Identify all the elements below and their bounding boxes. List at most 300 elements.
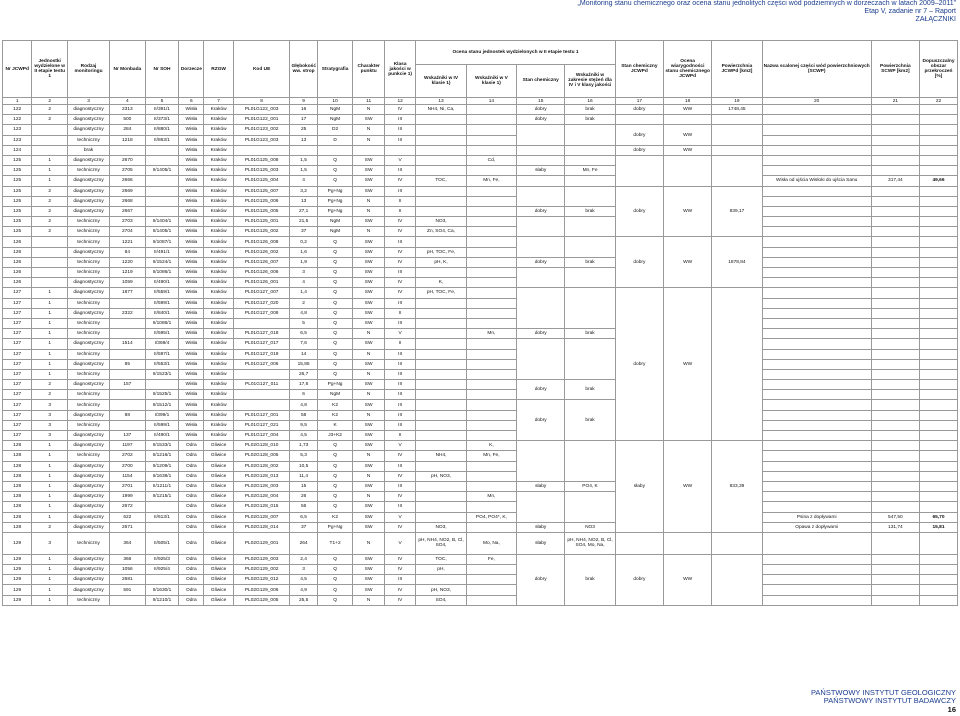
table-cell: SW bbox=[353, 176, 384, 186]
table-cell: Kraków bbox=[204, 380, 233, 390]
table-cell bbox=[466, 595, 516, 605]
header-title: „Monitoring stanu chemicznego oraz ocena stanu jednolitych części wód podziemnych w dorzeczach w latach 2009–2011” bbox=[577, 0, 956, 7]
table-cell: K2 bbox=[317, 400, 353, 410]
table-cell: PL01G127_020 bbox=[233, 298, 290, 308]
table-cell bbox=[466, 481, 516, 491]
table-cell: II/1404/1 bbox=[145, 217, 179, 227]
table-cell: Q bbox=[317, 278, 353, 288]
table-cell bbox=[145, 380, 179, 390]
table-cell bbox=[416, 380, 466, 390]
scwp-cell: 65,70 bbox=[920, 512, 958, 522]
scwp-cell bbox=[920, 441, 958, 451]
merged-cell: WW bbox=[664, 105, 712, 115]
table-cell: 1056 bbox=[110, 565, 146, 575]
table-cell bbox=[110, 369, 146, 379]
scwp-cell bbox=[762, 227, 871, 237]
table-cell: 125 bbox=[3, 227, 32, 237]
table-row bbox=[3, 471, 958, 481]
scwp-cell bbox=[762, 565, 871, 575]
merged-cell bbox=[664, 532, 712, 554]
table-cell: SW bbox=[353, 380, 384, 390]
column-number: 19 bbox=[712, 98, 762, 105]
table-cell: Odra bbox=[179, 575, 204, 585]
table-cell: techniczny bbox=[68, 369, 110, 379]
table-row bbox=[3, 186, 958, 196]
table-cell: SW bbox=[353, 441, 384, 451]
scwp-cell bbox=[920, 359, 958, 369]
table-cell: Wisła bbox=[179, 339, 204, 349]
table-row bbox=[3, 359, 958, 369]
table-cell: Q bbox=[317, 318, 353, 328]
table-cell: III bbox=[384, 125, 415, 135]
column-number: 1 bbox=[3, 98, 32, 105]
table-cell: I/399/1 bbox=[145, 410, 179, 420]
table-cell: Kraków bbox=[204, 105, 233, 115]
table-cell: II/1630/1 bbox=[145, 585, 179, 595]
scwp-cell bbox=[920, 369, 958, 379]
table-cell: 127 bbox=[3, 329, 32, 339]
scwp-cell bbox=[920, 278, 958, 288]
table-cell: 11,4 bbox=[290, 471, 317, 481]
table-cell: diagnostyczny bbox=[68, 431, 110, 441]
table-cell bbox=[145, 575, 179, 585]
table-row bbox=[3, 196, 958, 206]
scwp-cell: 317,44 bbox=[871, 176, 919, 186]
table-cell: diagnostyczny bbox=[68, 196, 110, 206]
table-cell: 2 bbox=[32, 217, 68, 227]
table-cell: 3 bbox=[32, 410, 68, 420]
table-cell: diagnostyczny bbox=[68, 359, 110, 369]
table-cell: II/595/1 bbox=[145, 329, 179, 339]
table-cell: Kraków bbox=[204, 176, 233, 186]
table-cell: IV bbox=[384, 565, 415, 575]
merged-cell: dobry bbox=[615, 105, 663, 115]
table-cell: K bbox=[317, 420, 353, 430]
table-cell: 128 bbox=[3, 522, 32, 532]
table-cell bbox=[416, 115, 466, 125]
table-cell: 1 bbox=[32, 451, 68, 461]
table-cell bbox=[416, 481, 466, 491]
scwp-cell bbox=[920, 329, 958, 339]
table-cell: N bbox=[353, 196, 384, 206]
merged-cell: dobry bbox=[615, 145, 663, 155]
scwp-cell bbox=[871, 441, 919, 451]
table-cell: 127 bbox=[3, 318, 32, 328]
table-cell: II/1523/1 bbox=[145, 369, 179, 379]
table-cell: V bbox=[384, 329, 415, 339]
scwp-cell bbox=[871, 461, 919, 471]
scwp-cell bbox=[920, 339, 958, 349]
table-cell: PL01G125_005 bbox=[233, 206, 290, 216]
table-cell: Cd, bbox=[466, 155, 516, 165]
table-cell: Kraków bbox=[204, 217, 233, 227]
table-cell: Kraków bbox=[204, 318, 233, 328]
table-cell: NO3, bbox=[416, 522, 466, 532]
table-cell bbox=[233, 400, 290, 410]
table-cell: SW bbox=[353, 565, 384, 575]
table-cell: 4,8 bbox=[290, 308, 317, 318]
column-number: 17 bbox=[615, 98, 663, 105]
table-cell: SW bbox=[353, 186, 384, 196]
table-cell: Wisła bbox=[179, 145, 204, 155]
table-row bbox=[3, 115, 958, 125]
table-cell: techniczny bbox=[68, 349, 110, 359]
table-row bbox=[3, 339, 958, 349]
merged-cell bbox=[565, 441, 615, 482]
table-cell: PL01G126_001 bbox=[233, 278, 290, 288]
table-row bbox=[3, 217, 958, 227]
table-cell: IV bbox=[384, 278, 415, 288]
table-cell bbox=[416, 186, 466, 196]
merged-cell bbox=[664, 115, 712, 125]
table-cell: Wisła bbox=[179, 349, 204, 359]
table-cell: IV bbox=[384, 105, 415, 115]
table-cell: II/1405/1 bbox=[145, 166, 179, 176]
table-cell: Q bbox=[317, 308, 353, 318]
merged-cell bbox=[615, 155, 663, 186]
table-cell: Q bbox=[317, 585, 353, 595]
col-group-ocena: Ocena stanu jednostek wydzielonych w II etapie testu 1 bbox=[416, 41, 615, 65]
table-cell: SW bbox=[353, 359, 384, 369]
table-cell: Wisła bbox=[179, 410, 204, 420]
scwp-cell bbox=[871, 308, 919, 318]
table-cell bbox=[32, 268, 68, 278]
scwp-cell bbox=[871, 237, 919, 247]
table-cell bbox=[466, 461, 516, 471]
scwp-cell bbox=[762, 349, 871, 359]
table-cell: 591 bbox=[110, 585, 146, 595]
merged-cell bbox=[565, 339, 615, 380]
table-cell: III bbox=[384, 166, 415, 176]
table-cell: 1 bbox=[32, 166, 68, 176]
table-cell bbox=[466, 186, 516, 196]
table-cell bbox=[416, 145, 466, 155]
table-cell: słaby bbox=[517, 481, 565, 491]
table-cell: 366 bbox=[110, 554, 146, 564]
table-cell: Kraków bbox=[204, 206, 233, 216]
scwp-cell bbox=[762, 390, 871, 400]
table-cell: PL01G127_006 bbox=[233, 359, 290, 369]
table-cell bbox=[416, 349, 466, 359]
table-cell: PL02G129_012 bbox=[233, 575, 290, 585]
table-cell: PL01G126_006 bbox=[233, 268, 290, 278]
table-cell: Q bbox=[317, 502, 353, 512]
table-body bbox=[3, 105, 958, 606]
merged-cell: WW bbox=[664, 288, 712, 441]
table-row bbox=[3, 105, 958, 115]
scwp-cell bbox=[871, 115, 919, 125]
table-cell: 2704 bbox=[110, 227, 146, 237]
table-cell: pH, NH4, NO2, B, Cl, SO4, Mo, Na, bbox=[565, 532, 615, 554]
scwp-cell bbox=[871, 268, 919, 278]
table-row bbox=[3, 318, 958, 328]
table-cell: 25,5 bbox=[290, 595, 317, 605]
scwp-cell bbox=[920, 288, 958, 298]
table-cell: SW bbox=[353, 247, 384, 257]
table-cell: Kraków bbox=[204, 431, 233, 441]
table-cell: II/553/1 bbox=[145, 359, 179, 369]
table-cell: 26,7 bbox=[290, 369, 317, 379]
scwp-cell bbox=[762, 237, 871, 247]
scwp-cell bbox=[762, 585, 871, 595]
table-cell: III bbox=[384, 135, 415, 145]
table-row bbox=[3, 390, 958, 400]
table-cell: II/863/1 bbox=[145, 135, 179, 145]
table-cell: 4,5 bbox=[290, 575, 317, 585]
merged-cell bbox=[712, 532, 762, 554]
table-cell: PL01G127_019 bbox=[233, 349, 290, 359]
table-cell: pH, K, bbox=[416, 257, 466, 267]
table-cell: PL01G126_008 bbox=[233, 237, 290, 247]
merged-cell: dobry bbox=[517, 115, 565, 125]
scwp-cell bbox=[871, 502, 919, 512]
table-cell: Mn, bbox=[466, 492, 516, 502]
table-cell bbox=[145, 155, 179, 165]
merged-cell bbox=[565, 268, 615, 288]
table-cell bbox=[416, 492, 466, 502]
table-cell: II/505/1 bbox=[145, 532, 179, 554]
scwp-cell: Opawa z dopływami bbox=[762, 522, 871, 532]
table-cell: Wisła bbox=[179, 217, 204, 227]
table-cell: II/840/1 bbox=[145, 308, 179, 318]
table-cell bbox=[466, 125, 516, 135]
scwp-cell: Psina z dopływami bbox=[762, 512, 871, 522]
table-cell bbox=[416, 155, 466, 165]
table-cell: 122 bbox=[3, 115, 32, 125]
table-cell: techniczny bbox=[68, 390, 110, 400]
table-cell: 2681 bbox=[110, 575, 146, 585]
table-cell: 26 bbox=[290, 492, 317, 502]
table-row bbox=[3, 431, 958, 441]
table-cell: K2 bbox=[317, 512, 353, 522]
table-cell: III bbox=[384, 318, 415, 328]
table-cell: SW bbox=[353, 166, 384, 176]
table-cell: Wisła bbox=[179, 268, 204, 278]
table-row bbox=[3, 400, 958, 410]
table-cell: dobry bbox=[517, 329, 565, 339]
col-soh: Nr SOH bbox=[145, 41, 179, 98]
table-cell: Gliwice bbox=[204, 585, 233, 595]
table-row bbox=[3, 155, 958, 165]
table-cell: 129 bbox=[3, 595, 32, 605]
table-row bbox=[3, 268, 958, 278]
table-cell: 4,9 bbox=[290, 585, 317, 595]
table-cell bbox=[145, 206, 179, 216]
table-cell: II/391/1 bbox=[145, 105, 179, 115]
table-cell: 13 bbox=[290, 135, 317, 145]
table-cell: diagnostyczny bbox=[68, 481, 110, 491]
table-cell: 88 bbox=[110, 410, 146, 420]
table-cell bbox=[145, 196, 179, 206]
scwp-cell bbox=[762, 380, 871, 390]
merged-cell: dobry bbox=[615, 288, 663, 441]
table-row bbox=[3, 522, 958, 532]
scwp-cell bbox=[762, 502, 871, 512]
table-cell: 1,73 bbox=[290, 441, 317, 451]
col-obszar: Dopuszczalny obszar przekroczeń [%] bbox=[920, 41, 958, 98]
table-cell: PL01G127_011 bbox=[233, 380, 290, 390]
table-row bbox=[3, 502, 958, 512]
table-cell: Gliwice bbox=[204, 492, 233, 502]
col-monbada: Nr Monbada bbox=[110, 41, 146, 98]
table-cell: 2668 bbox=[110, 196, 146, 206]
scwp-cell bbox=[871, 105, 919, 115]
table-cell: N bbox=[353, 492, 384, 502]
scwp-cell bbox=[871, 339, 919, 349]
table-cell: NgM bbox=[317, 217, 353, 227]
table-cell: 264 bbox=[290, 532, 317, 554]
table-cell: Wisła bbox=[179, 166, 204, 176]
table-cell: N bbox=[353, 105, 384, 115]
table-cell bbox=[110, 298, 146, 308]
table-cell: Wisła bbox=[179, 278, 204, 288]
table-cell: PL01G127_017 bbox=[233, 339, 290, 349]
table-cell: 129 bbox=[3, 554, 32, 564]
table-cell: Q bbox=[317, 247, 353, 257]
table-row bbox=[3, 135, 958, 145]
table-cell bbox=[233, 390, 290, 400]
table-cell: brak bbox=[68, 145, 110, 155]
scwp-cell: 547,50 bbox=[871, 512, 919, 522]
table-row bbox=[3, 329, 958, 339]
table-cell: 2 bbox=[32, 196, 68, 206]
table-cell: 128 bbox=[3, 481, 32, 491]
merged-cell: 1878,84 bbox=[712, 237, 762, 288]
table-cell: Q bbox=[317, 575, 353, 585]
table-cell: 125 bbox=[3, 166, 32, 176]
scwp-cell bbox=[871, 471, 919, 481]
table-cell: V bbox=[384, 441, 415, 451]
merged-cell bbox=[517, 441, 565, 482]
scwp-cell bbox=[762, 257, 871, 267]
table-cell: Kraków bbox=[204, 135, 233, 145]
table-cell: 2671 bbox=[110, 522, 146, 532]
table-cell bbox=[353, 145, 384, 155]
table-cell bbox=[466, 145, 516, 155]
table-cell: Odra bbox=[179, 554, 204, 564]
table-cell: diagnostyczny bbox=[68, 115, 110, 125]
table-cell: Wisła bbox=[179, 247, 204, 257]
table-cell: 1 bbox=[32, 471, 68, 481]
merged-cell: dobry bbox=[517, 554, 565, 605]
table-cell: 5,3 bbox=[290, 451, 317, 461]
table-cell: diagnostyczny bbox=[68, 565, 110, 575]
table-cell bbox=[466, 349, 516, 359]
scwp-cell: Wisła od ujścia Wisłoki do ujścia Sanu bbox=[762, 176, 871, 186]
scwp-cell bbox=[762, 247, 871, 257]
table-cell: Gliwice bbox=[204, 575, 233, 585]
scwp-cell bbox=[920, 125, 958, 135]
table-cell bbox=[416, 502, 466, 512]
table-cell bbox=[145, 502, 179, 512]
table-cell: II/1215/1 bbox=[145, 492, 179, 502]
merged-cell: 833,39 bbox=[712, 441, 762, 533]
scwp-cell bbox=[920, 298, 958, 308]
table-cell: techniczny bbox=[68, 318, 110, 328]
table-cell: NgM bbox=[317, 115, 353, 125]
scwp-cell bbox=[871, 227, 919, 237]
table-cell bbox=[466, 217, 516, 227]
table-cell: 6,5 bbox=[290, 512, 317, 522]
table-cell: techniczny bbox=[68, 227, 110, 237]
scwp-cell bbox=[762, 554, 871, 564]
scwp-cell bbox=[920, 595, 958, 605]
table-cell: III bbox=[384, 349, 415, 359]
table-cell: techniczny bbox=[68, 135, 110, 145]
scwp-cell bbox=[871, 575, 919, 585]
table-cell: N bbox=[353, 125, 384, 135]
scwp-cell bbox=[871, 431, 919, 441]
table-cell bbox=[145, 522, 179, 532]
scwp-cell: 15,81 bbox=[920, 522, 958, 532]
column-number: 11 bbox=[353, 98, 384, 105]
scwp-cell bbox=[871, 369, 919, 379]
col-depth: Głębokość ww. strop bbox=[290, 41, 317, 98]
scwp-cell bbox=[920, 318, 958, 328]
table-cell: 124 bbox=[3, 145, 32, 155]
table-cell: 6,5 bbox=[290, 329, 317, 339]
table-cell: 364 bbox=[110, 532, 146, 554]
table-cell: PL01G125_007 bbox=[233, 186, 290, 196]
table-cell: 125 bbox=[3, 176, 32, 186]
scwp-cell bbox=[920, 217, 958, 227]
table-cell: 127 bbox=[3, 420, 32, 430]
table-cell: 2 bbox=[32, 390, 68, 400]
table-cell: 13 bbox=[290, 196, 317, 206]
table-row bbox=[3, 166, 958, 176]
table-cell: brak bbox=[565, 257, 615, 267]
table-cell: 2669 bbox=[110, 186, 146, 196]
table-row bbox=[3, 481, 958, 491]
table-cell: 2703 bbox=[110, 217, 146, 227]
table-cell: 125 bbox=[3, 196, 32, 206]
table-cell: diagnostyczny bbox=[68, 206, 110, 216]
merged-cell bbox=[517, 217, 565, 237]
table-cell: Kraków bbox=[204, 196, 233, 206]
scwp-cell bbox=[871, 196, 919, 206]
table-cell: PL02G128_013 bbox=[233, 471, 290, 481]
table-cell: 284 bbox=[110, 125, 146, 135]
table-cell bbox=[466, 247, 516, 257]
table-cell: Kraków bbox=[204, 410, 233, 420]
table-cell: 37 bbox=[290, 522, 317, 532]
table-cell: IV bbox=[384, 595, 415, 605]
scwp-cell: 131,74 bbox=[871, 522, 919, 532]
table-cell: III bbox=[384, 268, 415, 278]
table-cell bbox=[466, 369, 516, 379]
table-cell: NH4, Ni, Ca, bbox=[416, 105, 466, 115]
table-cell: 2705 bbox=[110, 166, 146, 176]
scwp-cell bbox=[762, 145, 871, 155]
scwp-cell bbox=[762, 441, 871, 451]
table-cell: Odra bbox=[179, 471, 204, 481]
table-cell: 127 bbox=[3, 410, 32, 420]
table-cell: SW bbox=[353, 288, 384, 298]
table-cell: 157 bbox=[110, 380, 146, 390]
column-number: 2 bbox=[32, 98, 68, 105]
table-cell: 1197 bbox=[110, 441, 146, 451]
table-cell: 1220 bbox=[110, 257, 146, 267]
table-cell: PL02G128_007 bbox=[233, 512, 290, 522]
table-cell: II/491/1 bbox=[145, 247, 179, 257]
table-cell bbox=[416, 441, 466, 451]
table-cell: 127 bbox=[3, 288, 32, 298]
table-cell: słaby bbox=[517, 532, 565, 554]
scwp-cell bbox=[871, 257, 919, 267]
table-cell: Gliwice bbox=[204, 554, 233, 564]
table-cell: pH, TOC, Fe, bbox=[416, 288, 466, 298]
table-cell: II/1638/1 bbox=[145, 471, 179, 481]
